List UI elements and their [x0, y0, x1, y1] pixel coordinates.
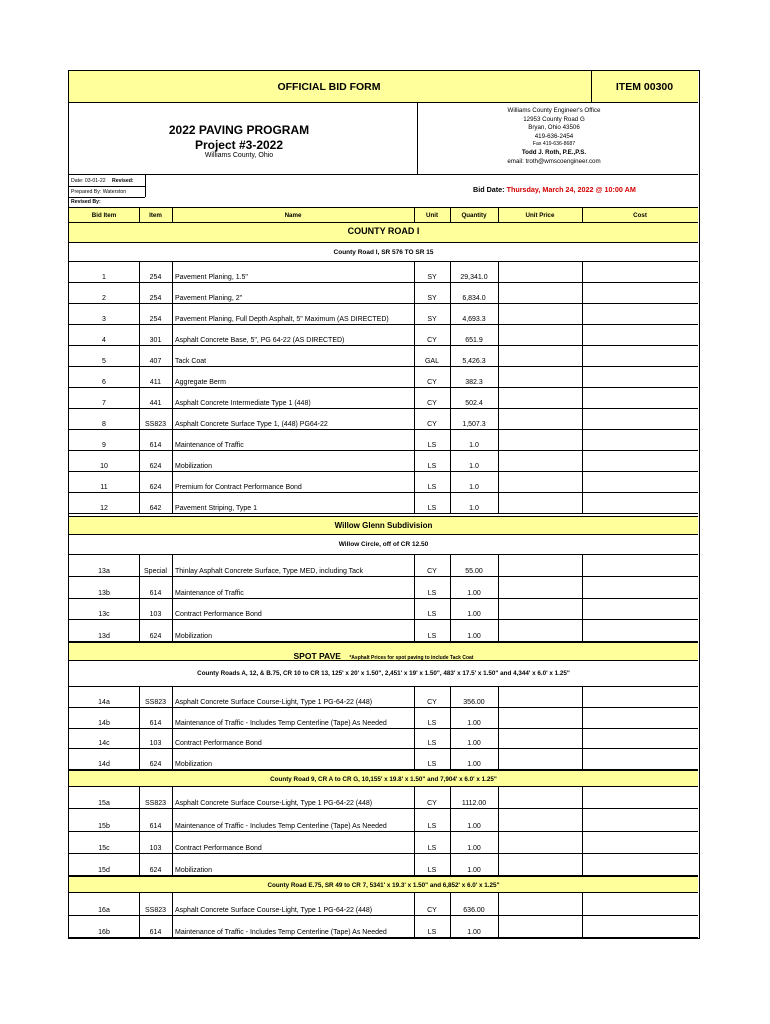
table-row: [69, 749, 698, 770]
item-code-cell: 254: [149, 295, 162, 302]
bid-item-cell: 11: [100, 484, 108, 491]
unit-price-cell[interactable]: [499, 388, 581, 408]
unit-price-cell[interactable]: [499, 555, 581, 576]
quantity-cell: 1.0: [469, 484, 479, 491]
column-header: [69, 207, 698, 223]
item-name-cell: Maintenance of Traffic - Includes Temp Centerline (Tape) As Needed: [175, 822, 387, 830]
cost-cell[interactable]: [583, 577, 697, 598]
bid-item-cell: 14c: [98, 740, 110, 748]
unit-cell: CY: [427, 698, 437, 706]
unit-price-cell[interactable]: [499, 325, 581, 345]
section-subtitle: County Road 9, CR A to CR G, 10,155' x 19.8' x 1.50" and 7,904' x 6.0' x 1.25": [69, 770, 698, 787]
bid-item-cell: 13c: [98, 611, 110, 619]
title-bar: [69, 71, 698, 103]
unit-cell: LS: [427, 929, 437, 936]
county-name: Williams County, Ohio: [204, 152, 274, 159]
cost-cell[interactable]: [583, 832, 697, 853]
bid-item-cell: 15d: [98, 867, 110, 874]
unit-cell: CY: [427, 800, 437, 808]
table-row: [69, 787, 698, 809]
item-code-cell: 642: [149, 505, 162, 512]
quantity-cell: 1.00: [467, 761, 481, 768]
item-code-cell: 407: [149, 358, 162, 365]
item-name-cell: Pavement Striping, Type 1: [175, 505, 257, 512]
unit-price-cell[interactable]: [499, 809, 581, 830]
unit-price-cell[interactable]: [499, 346, 581, 366]
unit-cell: CY: [427, 421, 437, 428]
section-subtitle: County Roads A, 12, & B.75, CR 10 to CR 13, 125' x 20' x 1.50", 2,451' x 19' x 1.50", 483' x 17.5' x 1.50" and 4,344' x 6.0' x 1.25": [69, 661, 698, 687]
bid-item-cell: 13b: [98, 589, 110, 597]
item-code-cell: SS823: [144, 698, 167, 706]
item-code-cell: 614: [149, 719, 162, 727]
cost-cell[interactable]: [583, 787, 697, 808]
table-row: [69, 577, 698, 599]
item-name-cell: Maintenance of Traffic: [175, 589, 244, 597]
item-name-cell: Contract Performance Bond: [175, 611, 262, 619]
item-name-cell: Tack Coat: [175, 358, 207, 365]
unit-cell: CY: [427, 567, 437, 575]
bid-item-cell: 14d: [98, 761, 110, 768]
unit-price-cell[interactable]: [499, 729, 581, 749]
unit-cell: LS: [427, 442, 437, 449]
date-block: [69, 175, 698, 207]
item-name-cell: Mobilization: [175, 761, 212, 768]
item-code-cell: 624: [149, 463, 162, 470]
bid-item-cell: 1: [102, 274, 106, 281]
bid-form: [68, 70, 700, 939]
quantity-cell: 29,341.0: [460, 274, 488, 281]
bid-item-cell: 14b: [98, 719, 110, 727]
revised-label: Revised:: [112, 178, 134, 184]
quantity-cell: 1.00: [467, 589, 481, 597]
table-row: [69, 729, 698, 750]
quantity-cell: 1.00: [467, 822, 481, 830]
quantity-cell: 1.0: [469, 505, 479, 512]
item-code-cell: 254: [149, 274, 162, 281]
unit-cell: LS: [427, 589, 437, 597]
quantity-cell: 1.00: [467, 633, 481, 640]
unit-cell: LS: [427, 463, 437, 470]
cost-cell[interactable]: [583, 388, 697, 408]
office-line: 419-636-2454: [534, 132, 574, 140]
bid-item-cell: 16b: [98, 929, 110, 936]
cost-cell[interactable]: [583, 262, 697, 282]
quantity-cell: 651.9: [465, 337, 483, 344]
unit-cell: SY: [427, 274, 437, 281]
table-row: [69, 687, 698, 708]
unit-price-cell[interactable]: [499, 472, 581, 492]
program-title: 2022 PAVING PROGRAM: [168, 123, 310, 137]
item-name-cell: Premium for Contract Performance Bond: [175, 484, 302, 491]
unit-price-cell[interactable]: [499, 262, 581, 282]
section-title: Willow Glenn Subdivision: [69, 516, 698, 535]
cost-cell[interactable]: [583, 729, 697, 749]
quantity-cell: 1112.00: [461, 800, 487, 808]
item-name-cell: Asphalt Concrete Intermediate Type 1 (448): [175, 400, 311, 407]
office-line: 12953 County Road G: [523, 115, 585, 123]
item-code-cell: 624: [149, 867, 162, 874]
unit-price-cell[interactable]: [499, 451, 581, 471]
quantity-cell: 502.4: [465, 400, 483, 407]
unit-cell: CY: [427, 337, 437, 344]
item-name-cell: Asphalt Concrete Surface Course-Light, Type 1 PG-64-22 (448): [175, 906, 373, 914]
unit-cell: LS: [427, 761, 437, 768]
unit-cell: CY: [427, 379, 437, 386]
quantity-cell: 5,426.3: [462, 358, 486, 365]
project-header: [69, 103, 698, 175]
item-code-cell: 614: [149, 929, 162, 936]
col-unit: Unit: [425, 212, 439, 219]
quantity-cell: 1.00: [467, 929, 481, 936]
unit-price-cell[interactable]: [499, 599, 581, 620]
quantity-cell: 1,507.3: [462, 421, 486, 428]
table-row: [69, 916, 698, 939]
bid-item-cell: 3: [102, 316, 106, 323]
table-row: [69, 367, 698, 388]
table-row: [69, 388, 698, 409]
cost-cell[interactable]: [583, 451, 697, 471]
section-title: COUNTY ROAD I: [69, 223, 698, 242]
cost-cell[interactable]: [583, 916, 697, 938]
table-row: [69, 893, 698, 916]
table-row: [69, 283, 698, 304]
item-name-cell: Asphalt Concrete Surface Course-Light, Type 1 PG-64-22 (448): [175, 698, 373, 706]
unit-cell: SY: [427, 295, 437, 302]
unit-price-cell[interactable]: [499, 687, 581, 707]
col-quantity: Quantity: [461, 212, 487, 219]
unit-price-cell[interactable]: [499, 708, 581, 728]
unit-cell: SY: [427, 316, 437, 323]
bid-date-value: Thursday, March 24, 2022 @ 10:00 AM: [506, 185, 636, 194]
bid-item-cell: 15b: [98, 822, 110, 830]
item-name-cell: Contract Performance Bond: [175, 844, 262, 852]
unit-cell: LS: [427, 505, 437, 512]
bid-item-cell: 15c: [98, 844, 110, 852]
col-cost: Cost: [633, 212, 647, 219]
bid-item-cell: 15a: [98, 800, 110, 808]
quantity-cell: 1.00: [467, 844, 481, 852]
bid-date-label: Bid Date:: [473, 185, 505, 194]
bid-item-cell: 5: [102, 358, 106, 365]
section-subtitle: Willow Circle, off of CR 12.50: [69, 535, 698, 555]
quantity-cell: 1.00: [467, 740, 481, 748]
revised-by: Revised By:: [71, 199, 101, 205]
cost-cell[interactable]: [583, 430, 697, 450]
unit-cell: LS: [427, 867, 437, 874]
unit-cell: CY: [427, 400, 437, 407]
cost-cell[interactable]: [583, 304, 697, 324]
col-unit-price: Unit Price: [525, 212, 555, 219]
item-code-cell: SS823: [144, 421, 167, 428]
item-name-cell: Mobilization: [175, 463, 212, 470]
cost-cell[interactable]: [583, 854, 697, 875]
table-row: [69, 493, 698, 514]
cost-cell[interactable]: [583, 809, 697, 830]
bid-item-cell: 8: [102, 421, 106, 428]
item-code-cell: SS823: [144, 800, 167, 808]
cost-cell[interactable]: [583, 493, 697, 513]
quantity-cell: 1.00: [467, 867, 481, 874]
spot-pave-note: *Asphalt Prices for spot paving to include Tack Coat: [349, 655, 474, 661]
unit-cell: GAL: [424, 358, 439, 365]
col-item: Item: [149, 212, 162, 219]
unit-price-cell[interactable]: [499, 430, 581, 450]
bid-item-cell: 4: [102, 337, 106, 344]
item-code-cell: 411: [149, 379, 162, 386]
bid-item-cell: 6: [102, 379, 106, 386]
bid-date: [473, 185, 636, 194]
bid-item-cell: 13d: [98, 633, 110, 640]
section-title: SPOT PAVE: [293, 651, 341, 661]
project-number: Project #3-2022: [194, 138, 284, 152]
table-row: [69, 472, 698, 493]
unit-cell: LS: [427, 822, 437, 830]
spot-pave-header: [69, 642, 698, 661]
item-name-cell: Asphalt Concrete Surface Type 1, (448) PG64-22: [175, 421, 328, 428]
item-code-cell: Special: [144, 567, 167, 575]
unit-price-cell[interactable]: [499, 832, 581, 853]
cost-cell[interactable]: [583, 283, 697, 303]
bid-item-cell: 12: [100, 505, 108, 512]
cost-cell[interactable]: [583, 708, 697, 728]
bid-item-cell: 10: [100, 463, 108, 470]
item-name-cell: Asphalt Concrete Base, 5", PG 64-22 (AS DIRECTED): [175, 337, 345, 344]
item-name-cell: Pavement Planing, 2": [175, 295, 243, 302]
col-bid-item: Bid Item: [91, 212, 117, 219]
bid-item-cell: 2: [102, 295, 106, 302]
item-number: ITEM 00300: [615, 81, 674, 93]
unit-price-cell[interactable]: [499, 409, 581, 429]
table-row: [69, 304, 698, 325]
date-label: Date: 03-01-22: [71, 178, 106, 184]
unit-price-cell[interactable]: [499, 304, 581, 324]
bid-item-cell: 16a: [98, 906, 110, 914]
item-code-cell: 624: [149, 761, 162, 768]
quantity-cell: 6,834.0: [462, 295, 486, 302]
item-name-cell: Thinlay Asphalt Concrete Surface, Type MED, including Tack: [175, 567, 364, 575]
item-name-cell: Mobilization: [175, 867, 212, 874]
engineer-office: [449, 107, 659, 166]
col-name: Name: [284, 212, 302, 219]
unit-price-cell[interactable]: [499, 893, 581, 915]
table-row: [69, 409, 698, 430]
item-code-cell: SS823: [144, 906, 167, 914]
section-subtitle: County Road E.75, SR 49 to CR 7, 5341' x 19.3' x 1.50" and 6,852' x 6.0' x 1.25": [69, 876, 698, 893]
table-row: [69, 708, 698, 729]
unit-cell: CY: [427, 906, 437, 914]
table-row: [69, 430, 698, 451]
item-code-cell: 301: [149, 337, 162, 344]
quantity-cell: 4,693.3: [462, 316, 486, 323]
quantity-cell: 356.00: [463, 698, 485, 706]
item-code-cell: 441: [149, 400, 162, 407]
unit-cell: LS: [427, 740, 437, 748]
cost-cell[interactable]: [583, 409, 697, 429]
bid-item-cell: 13a: [98, 567, 110, 575]
quantity-cell: 55.00: [465, 567, 483, 575]
section-subtitle: County Road I, SR 576 TO SR 15: [69, 242, 698, 262]
item-name-cell: Pavement Planing, 1.5": [175, 274, 248, 281]
quantity-cell: 382.3: [465, 379, 483, 386]
engineer-email: email: troth@wmscoengineer.com: [507, 158, 601, 165]
table-row: [69, 832, 698, 854]
item-code-cell: 103: [149, 740, 162, 748]
bid-item-cell: 14a: [98, 698, 110, 706]
office-line: Bryan, Ohio 43506: [528, 124, 580, 131]
quantity-cell: 1.0: [469, 442, 479, 449]
form-title: OFFICIAL BID FORM: [277, 81, 381, 93]
bid-item-cell: 7: [102, 400, 106, 407]
cost-cell[interactable]: [583, 325, 697, 345]
item-name-cell: Contract Performance Bond: [175, 740, 262, 748]
unit-price-cell[interactable]: [499, 577, 581, 598]
cost-cell[interactable]: [583, 555, 697, 576]
cost-cell[interactable]: [583, 346, 697, 366]
unit-price-cell[interactable]: [499, 620, 581, 641]
cost-cell[interactable]: [583, 620, 697, 641]
quantity-cell: 636.00: [463, 906, 485, 914]
item-code-cell: 103: [149, 611, 162, 619]
table-row: [69, 620, 698, 642]
unit-price-cell[interactable]: [499, 493, 581, 513]
item-code-cell: 624: [149, 633, 162, 640]
unit-price-cell[interactable]: [499, 749, 581, 769]
item-code-cell: 614: [149, 589, 162, 597]
unit-price-cell[interactable]: [499, 283, 581, 303]
cost-cell[interactable]: [583, 472, 697, 492]
cost-cell[interactable]: [583, 687, 697, 707]
unit-price-cell[interactable]: [499, 787, 581, 808]
item-code-cell: 254: [149, 316, 162, 323]
unit-cell: LS: [427, 611, 437, 619]
item-code-cell: 614: [149, 442, 162, 449]
office-fax: Fax 419-636-8687: [532, 141, 576, 147]
cost-cell[interactable]: [583, 367, 697, 387]
unit-price-cell[interactable]: [499, 916, 581, 938]
unit-price-cell[interactable]: [499, 854, 581, 875]
item-name-cell: Maintenance of Traffic: [175, 442, 244, 449]
unit-cell: LS: [427, 719, 437, 727]
table-row: [69, 854, 698, 876]
quantity-cell: 1.00: [467, 611, 481, 619]
unit-price-cell[interactable]: [499, 367, 581, 387]
item-name-cell: Asphalt Concrete Surface Course-Light, Type 1 PG-64-22 (448): [175, 800, 373, 808]
item-name-cell: Mobilization: [175, 633, 212, 640]
unit-cell: LS: [427, 484, 437, 491]
item-name-cell: Pavement Planing, Full Depth Asphalt, 5" Maximum (AS DIRECTED): [175, 316, 389, 323]
table-row: [69, 325, 698, 346]
table-row: [69, 555, 698, 577]
prepared-by: Prepared By: Waterston: [71, 189, 127, 195]
table-row: [69, 809, 698, 831]
cost-cell[interactable]: [583, 599, 697, 620]
unit-cell: LS: [427, 844, 437, 852]
unit-cell: LS: [427, 633, 437, 640]
item-name-cell: Aggregate Berm: [175, 379, 226, 386]
item-name-cell: Maintenance of Traffic - Includes Temp Centerline (Tape) As Needed: [175, 929, 387, 936]
office-line: Williams County Engineer's Office: [507, 107, 601, 114]
item-code-cell: 103: [149, 844, 162, 852]
engineer-name: Todd J. Roth, P.E.,P.S.: [521, 149, 587, 156]
table-row: [69, 451, 698, 472]
item-code-cell: 624: [149, 484, 162, 491]
table-row: [69, 346, 698, 367]
table-row: [69, 599, 698, 621]
table-row: [69, 262, 698, 283]
bid-item-cell: 9: [102, 442, 106, 449]
item-code-cell: 614: [149, 822, 162, 830]
quantity-cell: 1.00: [467, 719, 481, 727]
cost-cell[interactable]: [583, 893, 697, 915]
quantity-cell: 1.0: [469, 463, 479, 470]
item-name-cell: Maintenance of Traffic - Includes Temp Centerline (Tape) As Needed: [175, 719, 387, 727]
cost-cell[interactable]: [583, 749, 697, 769]
